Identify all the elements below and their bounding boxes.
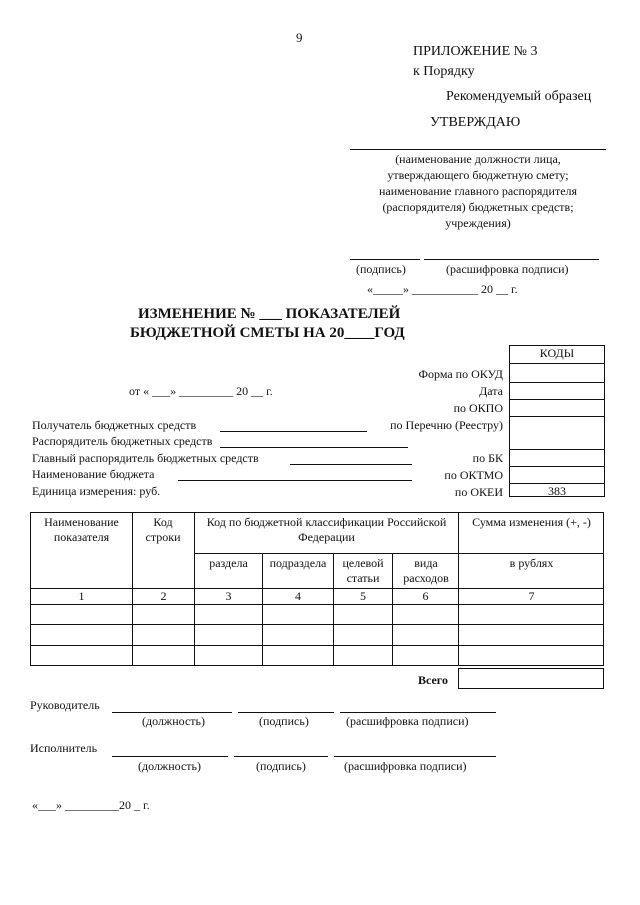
okei-code: 383 bbox=[548, 484, 566, 498]
col-header-target: целевой статьи bbox=[342, 556, 384, 585]
col-number: 2 bbox=[160, 589, 167, 603]
total-cell[interactable] bbox=[458, 668, 604, 689]
col-header-code: Код строки bbox=[145, 515, 181, 544]
manager-line[interactable] bbox=[220, 447, 408, 448]
field-budget-name: Наименование бюджета bbox=[32, 467, 155, 481]
head-signature-caption: (подпись) bbox=[259, 714, 309, 728]
executor-label: Исполнитель bbox=[30, 741, 98, 755]
executor-decode-line[interactable] bbox=[334, 756, 496, 757]
executor-signature-line[interactable] bbox=[234, 756, 328, 757]
col-header-rub: в рублях bbox=[509, 556, 554, 570]
approval-date: «_____» ___________ 20 __ г. bbox=[367, 282, 518, 296]
field-chief-manager: Главный распорядитель бюджетных средств bbox=[32, 451, 259, 465]
page-number: 9 bbox=[296, 30, 303, 45]
col-header-kbk: Код по бюджетной классификации Российской Федерации bbox=[206, 515, 447, 544]
label-okei: по ОКЕИ bbox=[454, 485, 503, 499]
sample-note: Рекомендуемый образец bbox=[446, 89, 592, 104]
executor-position-caption: (должность) bbox=[138, 759, 201, 773]
approver-decode-line bbox=[424, 259, 599, 260]
budget-name-line[interactable] bbox=[178, 480, 412, 481]
recipient-line[interactable] bbox=[220, 431, 367, 432]
head-label: Руководитель bbox=[30, 698, 100, 712]
approver-signature-line bbox=[350, 259, 420, 260]
document-date: от « ___» _________ 20 __ г. bbox=[129, 384, 273, 398]
label-registry: по Перечню (Реестру) bbox=[390, 418, 503, 432]
label-oktmo: по ОКТМО bbox=[444, 468, 503, 482]
col-header-name: Наименование показателя bbox=[44, 515, 119, 544]
executor-signature-caption: (подпись) bbox=[256, 759, 306, 773]
approver-caption: (наименование должности лица, утверждающего бюджетную смету; наименование главного распорядителя (распорядителя) бюджетных средств; учреждения) bbox=[378, 152, 578, 230]
col-number: 3 bbox=[225, 589, 232, 603]
approver-decode-caption: (расшифровка подписи) bbox=[446, 262, 569, 276]
label-okpo: по ОКПО bbox=[453, 401, 503, 415]
field-recipient: Получатель бюджетных средств bbox=[32, 418, 197, 432]
col-number: 5 bbox=[360, 589, 366, 603]
total-label: Всего bbox=[418, 673, 448, 687]
chief-manager-line[interactable] bbox=[290, 464, 412, 465]
approve-label: УТВЕРЖДАЮ bbox=[430, 115, 521, 130]
appendix-title: ПРИЛОЖЕНИЕ № 3 bbox=[413, 44, 538, 59]
head-signature-line[interactable] bbox=[238, 712, 334, 713]
label-bk: по БК bbox=[472, 451, 503, 465]
head-decode-line[interactable] bbox=[340, 712, 496, 713]
document-title-line1: ИЗМЕНЕНИЕ № ___ ПОКАЗАТЕЛЕЙ bbox=[138, 306, 401, 322]
col-header-section: раздела bbox=[209, 556, 248, 570]
sign-date: «___» _________20 _ г. bbox=[32, 798, 150, 812]
col-number: 7 bbox=[528, 589, 535, 603]
head-position-caption: (должность) bbox=[142, 714, 205, 728]
col-number: 4 bbox=[295, 589, 301, 603]
field-unit: Единица измерения: руб. bbox=[32, 484, 161, 498]
col-number: 1 bbox=[78, 589, 85, 603]
col-number: 6 bbox=[422, 589, 429, 603]
head-position-line[interactable] bbox=[112, 712, 232, 713]
document-title-line2: БЮДЖЕТНОЙ СМЕТЫ НА 20____ГОД bbox=[130, 325, 405, 341]
codes-header: КОДЫ bbox=[539, 346, 575, 360]
label-okud: Форма по ОКУД bbox=[418, 367, 503, 381]
codes-box bbox=[509, 345, 605, 497]
col-header-expense: вида расходов bbox=[403, 556, 449, 585]
field-manager: Распорядитель бюджетных средств bbox=[32, 434, 213, 448]
head-decode-caption: (расшифровка подписи) bbox=[346, 714, 469, 728]
label-date: Дата bbox=[479, 384, 503, 398]
executor-decode-caption: (расшифровка подписи) bbox=[344, 759, 467, 773]
approver-signature-caption: (подпись) bbox=[356, 262, 406, 276]
order-ref: к Порядку bbox=[413, 64, 475, 79]
col-header-sum: Сумма изменения (+, -) bbox=[472, 515, 591, 529]
approver-position-line bbox=[350, 149, 606, 150]
executor-position-line[interactable] bbox=[112, 756, 228, 757]
col-header-subsection: подраздела bbox=[269, 556, 327, 570]
